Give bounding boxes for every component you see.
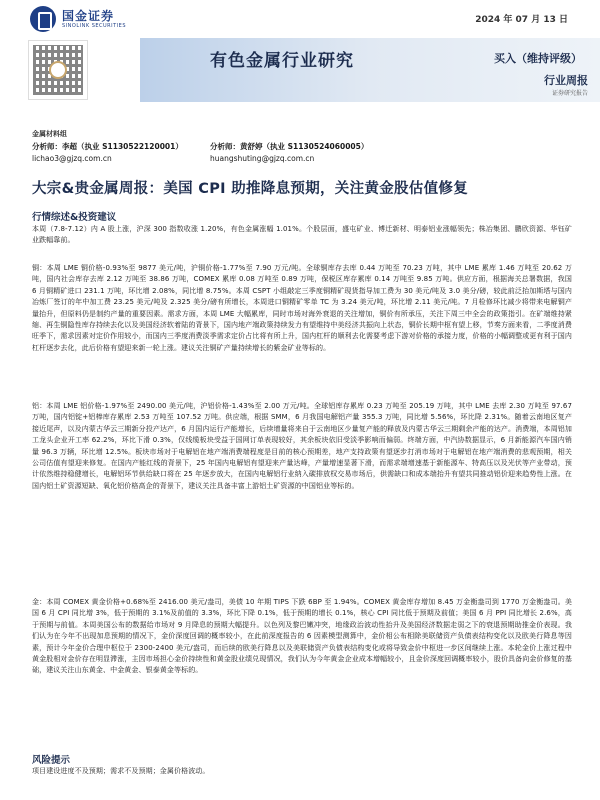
paragraph-risk: 项目建设进度不及预期；需求不及预期；金属价格波动。	[32, 767, 210, 775]
analyst-2-email[interactable]: huangshuting@gjzq.com.cn	[210, 154, 315, 163]
analyst-2-label: 分析师：黄舒婷（执业 S1130524060005）	[210, 142, 369, 151]
sector-group: 金属材料组	[32, 130, 67, 138]
paragraph-copper: 铜：本周 LME 铜价格-0.93%至 9877 美元/吨，沪铜价格-1.77%至 7.90 万元/吨。全球铜库存去库 0.44 万吨至 70.23 万吨，其中 LME 累库 1.46 万吨至 20.62 万吨，国内社会库存去库 2.12 万吨至 38.86 万吨，COMEX 累库 0.08 万吨至 0.89 万吨，保税区库存累库 0.14 万吨至 9.85 万吨。供应方面，根据海关总署数据，我国 6 月铜精矿进口 231.1 万吨，环比增 2.08%，同比增 8.75%。本周 CSPT 小组敲定三季度铜精矿现货指导加工费为 30 美元/吨及 3.0 美分/磅，较此前泛抬加斯塔与国内冶炼厂签订的年中加工费 23.25 美元/吨及 2.325 美分/磅有所增长，本周进口铜精矿零单 TC 为 3.24 美元/吨，环比增 2.11 美元/吨。7 月检修环比减少将带来电解铜产量抬升，但原料仍是制约产量的重要因素。需求方面，本周 LME 大幅累库，同时市场对海外衰退的关注增加，铜价有所承压，关注下周三中全会的政策指引。在矿端维持紧缩、再生铜隐性库存持续去化以及美国经济软着陆的背景下，国内地产端政策持续发力有望维持中美经济共振向上状态，铜价长期中枢有望上移，节奏方面来看，二季度消费旺季下，需求因素对定价作用较小，而国内三季度消费淡季需求定价占比将有所上升，国内杠杆的顺利去化需要考虑下游对价格的承接力度，价格的小幅调整或更有利于国内杠杆逐步去化，此后价格有望迎来新一轮上涨。建议关注铜矿产量持续增长的紫金矿业等标的。	[32, 264, 572, 352]
analyst-1-label: 分析师：李超（执业 S1130522120001）	[32, 142, 183, 151]
paragraph-gold: 金：本周 COMEX 黄金价格+0.68%至 2416.00 美元/盎司，美债 10 年期 TIPS 下跌 6BP 至 1.94%。COMEX 黄金库存增加 8.45 万金衡盎司到 1770 万金衡盎司。美国 6 月 CPI 同比增 3%，低于预期的 3.1%及前值的 3.3%，环比下降 0.1%，低于预期的增长 0.1%，核心 CPI 同比低于预期及前值；美国 6 月 PPI 同比增长 2.6%，高于预期与前值。本周美国公布的数据给市场对 9 月降息的预期大幅提升。以色列及黎巴嫩冲突，地缘政治波动性抬升及美国经济数据走弱之下的衰退预期助推金价表现。我们认为在今年不出现加息预期的情况下，金价深度回调的概率较小，在此前深度报告的 6 因素模型测算中，金价相公布相除美联储资产负债表结构变化以及欧美行降息等因素，预计今年金价合理中枢位于 2300-2400 美元/盎司，而后续的欧美行降息以及美联储资产负债表结构变化或将导致金价中枢进一步区间继续上涨。本轮金价上涨过程中黄金股相对金价存在明显滞涨，主因市场担心金价持续性和黄金股业绩兑现情况，我们认为今年黄金企业成本增幅较小，且金价深度回调概率较小，股价具备向金价修复的基础，建议关注山东黄金、中金黄金、银泰黄金等标的。	[32, 598, 572, 675]
rating-badge: 买入（维持评级）	[494, 52, 582, 65]
report-subtitle: 证券研究报告	[551, 90, 588, 97]
report-header	[0, 0, 600, 120]
paragraph-aluminum: 铝：本周 LME 铝价格-1.97%至 2490.00 美元/吨，沪铝价格-1.43%至 2.00 万元/吨。全球铝库存累库 0.23 万吨至 205.19 万吨，其中 LME 去库 2.30 万吨至 97.67 万吨，国内铝锭+铝棒库存累库 2.53 万吨至 107.52 万吨。供应端，根据 SMM，6 月我国电解铝产量 355.3 万吨，同比增 5.56%，环比降 2.31%。随着云南地区复产接近尾声，以及内蒙古华云三期新分投产达产，6 月国内运行产能增长，后续增量将来自于云南地区少量复产能的释放及内蒙古华云三期剩余产能的达产。消费端，本周铝加工龙头企业开工率 62.2%，环比下滑 0.3%，仅线缆板块受益于国网订单表现较好，其余板块依旧受淡季影响而偏弱。终端方面，中汽协数据显示，6 月新能源汽车国内销量 96.3 万辆，环比增 12.5%。板块市场对于电解铝在地产端消费端程度是目前的核心预期差，地产支持政策有望逐步打消市场对于电解铝在地产端消费的悲观预期，相关公司估值有望迎来修复。在国内产能红线的背景下，25 年国内电解铝有望迎来产量达峰，产量增速显著下滑，而需求端增速基于新能源车、特高压以及光伏等产业带动，预计依然维持稳健增长，电解铝环节供给缺口将在 25 年逐步放大，在国内电解铝行业纳入碳排放权交易市场后，供需缺口和成本端抬升有望共同推动铝价迎来趋势性上涨。在国内铝土矿资源短缺、氧化铝价格高企的背景下，建议关注具备丰富上游铝土矿资源的中国铝业等标的。	[32, 402, 572, 490]
section-heading-overview: 行情综述&投资建议	[32, 212, 117, 223]
analyst-2	[210, 141, 368, 165]
paragraph-overview: 本周（7.8-7.12）内 A 股上涨，沪深 300 指数收涨 1.20%，有色金属涨幅 1.01%。个股层面，盛屯矿业、博迁新材、明泰铝业涨幅领先；株冶集团、鹏欣资源、华钰矿业跌幅靠前。	[32, 225, 572, 245]
analyst-1-email[interactable]: lichao3@gjzq.com.cn	[32, 154, 112, 163]
company-logo	[30, 6, 126, 32]
section-heading-risk: 风险提示	[32, 755, 71, 766]
logo-name-en: SINOLINK SECURITIES	[62, 22, 126, 29]
report-type: 行业周报	[544, 74, 588, 87]
logo-name-cn: 国金证券	[62, 8, 115, 23]
qr-code-icon	[28, 40, 88, 100]
title-banner	[140, 38, 600, 102]
logo-icon	[30, 6, 56, 32]
analyst-1	[32, 141, 183, 165]
report-title: 大宗&贵金属周报：美国 CPI 助推降息预期，关注黄金股估值修复	[32, 181, 469, 197]
industry-title: 有色金属行业研究	[210, 51, 354, 71]
report-date: 2024 年 07 月 13 日	[475, 15, 568, 25]
